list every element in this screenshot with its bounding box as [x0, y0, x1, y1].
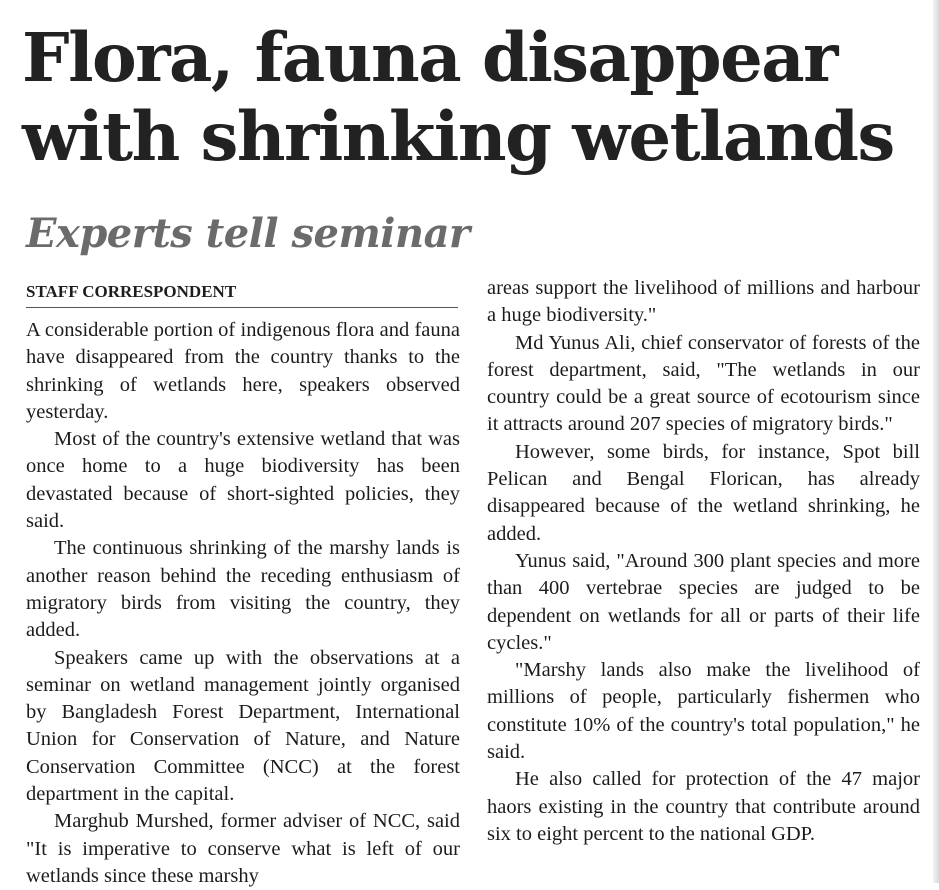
- paragraph: Yunus said, "Around 300 plant species and more than 400 vertebrae species are judged to be dependent on wetlands for all or parts of their life cycles.": [487, 549, 920, 654]
- paragraph: areas support the livelihood of millions and harbour a huge biodiversity.": [487, 277, 920, 327]
- article-column-2: [487, 275, 920, 848]
- paragraph: A considerable portion of indigenous flora and fauna have disappeared from the country thanks to the shrinking of wetlands here, speakers observed yesterday.: [26, 319, 460, 423]
- paragraph: Md Yunus Ali, chief conservator of forests of the forest department, said, "The wetlands in our country could be a great source of ecotourism since it attracts around 207 species of migratory birds.": [487, 331, 920, 436]
- paragraph: Marghub Murshed, former adviser of NCC, said "It is imperative to conserve what is left of our wetlands since these marshy: [26, 810, 460, 887]
- paragraph: "Marshy lands also make the livelihood of millions of people, particularly fishermen who constitute 10% of the country's total population," he said.: [487, 659, 920, 764]
- headline: Flora, fauna disappear with shrinking wetlands: [22, 18, 894, 176]
- paragraph: However, some birds, for instance, Spot bill Pelican and Bengal Florican, has already disappeared because of the wetland shrinking, he added.: [487, 440, 920, 545]
- paragraph: The continuous shrinking of the marshy lands is another reason behind the receding enthusiasm of migratory birds from visiting the country, they added.: [26, 537, 460, 642]
- article-column-1: [26, 317, 460, 890]
- paragraph: Speakers came up with the observations at a seminar on wetland management jointly organised by Bangladesh Forest Department, International Union for Conservation of Nature, and Nature Conservation Committee (NCC) at the forest department in the capital.: [26, 646, 460, 806]
- paragraph: Most of the country's extensive wetland that was once home to a huge biodiversity has been devastated because of short-sighted policies, they said.: [26, 428, 460, 533]
- byline: STAFF CORRESPONDENT: [26, 281, 458, 308]
- page-edge: [933, 0, 939, 883]
- paragraph: He also called for protection of the 47 major haors existing in the country that contribute around six to eight percent to the national GDP.: [487, 768, 920, 845]
- subhead: Experts tell seminar: [26, 210, 470, 257]
